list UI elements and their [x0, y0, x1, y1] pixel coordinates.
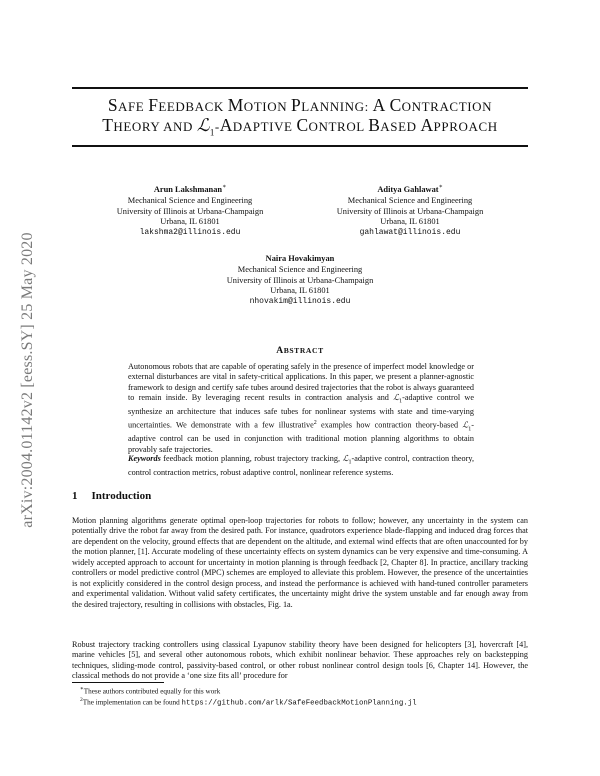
footnote-text: These authors contributed equally for this work: [83, 687, 221, 696]
section-number: 1: [72, 490, 78, 502]
title-smallcaps: -: [214, 119, 220, 134]
author-dept: Mechanical Science and Engineering: [347, 195, 473, 205]
footnote-1: [80, 685, 220, 696]
title-smallcaps: PPROACH: [433, 119, 498, 134]
title-smallcaps: ASED: [380, 119, 421, 134]
l1-symbol: ℒ: [196, 115, 210, 135]
footnote-2: [80, 696, 417, 708]
author-name: Arun Lakshmanan: [153, 185, 223, 194]
title-initial: T: [102, 115, 114, 135]
equal-contribution-mark: ∗: [222, 184, 227, 191]
abstract-text-4: -adaptive control can be used in conjunction with traditional motion planning algorithms to obtain provably safe trajectories.: [128, 420, 474, 454]
title-initial: A: [219, 115, 233, 135]
l1-symbol: ℒ: [393, 393, 400, 403]
title-initial: B: [368, 115, 381, 135]
keywords-label: Keywords: [128, 454, 161, 463]
l1-symbol: ℒ: [462, 420, 469, 430]
footnote-text: The implementation can be found: [82, 698, 182, 707]
paper-title-line-2: [72, 115, 528, 142]
paragraph-1: Motion planning algorithms generate optimal open-loop trajectories for robots to follow; however, any uncertainty in the system can potentially drive the robot far away from the desired path. For instance, quadrotors experience blade-flapping and induced drag forces that are dependent on the velocity, ground effects that are dependent on the altitude, and external wind effects that are often unaccounted for by the motion planner, [1]. Accurate modeling of these uncertainty effects on system dynamics can be very expensive and time-consuming. A widely accepted approach to account for uncertainty in motion planning is through feedback [2, Chapter 8]. In practice, ancillary tracking controllers or model predictive control (MPC) schemes are employed to alleviate this problem. However, the presence of the uncertainties is not explicitly considered in the control design process, and instead the performance is achieved with hand-tuned controller parameters and experimental validation. Without valid safety certificates, the uncertainty might drive the system unstable and far enough away from the desired trajectory, resulting in collisions with obstacles, Fig. 1a.: [72, 516, 528, 609]
title-smallcaps: LANNING:: [301, 99, 373, 114]
abstract-heading: [72, 346, 528, 356]
keywords-text-1: feedback motion planning, robust trajectory tracking,: [160, 454, 343, 463]
author-name: Naira Hovakimyan: [265, 254, 335, 263]
abstract-text-3: examples how contraction theory-based: [316, 420, 463, 430]
l1-subscript: 1: [468, 426, 472, 433]
footnote-ref-2[interactable]: 2: [313, 419, 317, 426]
l1-symbol: ℒ: [342, 454, 349, 463]
keywords: [128, 454, 474, 478]
author-city: Urbana, IL 61801: [270, 286, 330, 296]
footnote-mark: ∗: [80, 686, 84, 692]
author-institution: University of Illinois at Urbana-Champaign: [336, 206, 484, 216]
author-institution: University of Illinois at Urbana-Champaign: [116, 206, 264, 216]
author-institution: University of Illinois at Urbana-Champaign: [226, 275, 374, 285]
title-initial: P: [291, 95, 302, 115]
title-smallcaps: HEORY AND: [113, 119, 197, 134]
l1-subscript: 1: [348, 459, 352, 466]
footnote-rule: [72, 682, 164, 683]
title-top-rule: [72, 87, 528, 89]
title-smallcaps: DAPTIVE: [232, 119, 297, 134]
title-initial: F: [148, 95, 159, 115]
l1-subscript: 1: [399, 398, 403, 405]
title-initial: A: [420, 115, 434, 135]
abstract-body: [128, 362, 474, 455]
keywords-text-2: -adaptive control, contraction theory, control contraction metrics, robust adaptive control, nonlinear reference systems.: [128, 454, 474, 478]
title-initial: S: [107, 95, 118, 115]
author-dept: Mechanical Science and Engineering: [237, 264, 363, 274]
arxiv-stamp-text: arXiv:2004.01142v2 [eess.SY] 25 May 2020: [19, 232, 36, 528]
title-initial: C: [389, 95, 402, 115]
abstract-text-2: -adaptive control we synthesize an architecture that induces safe tubes for nonlinear systems with state and time-varying uncertainties. We demonstrate with a few illustrative: [128, 393, 474, 430]
author-email[interactable]: gahlawat@illinois.edu: [359, 228, 461, 238]
title-initial: A: [372, 95, 386, 115]
author-email[interactable]: lakshma2@illinois.edu: [139, 228, 241, 238]
footnote-mark: 2: [80, 697, 83, 703]
section-heading: [72, 490, 151, 502]
author-block-3: [200, 254, 400, 308]
author-name: Aditya Gahlawat: [377, 185, 439, 194]
paragraph-2: Robust trajectory tracking controllers using classical Lyapunov stability theory have been designed for helicopters [3], hovercraft [4], marine vehicles [5], and several other autonomous robots, which exhibit nonlinear behavior. These approaches rely on backstepping techniques, sliding-mode control, passivity-based control, or other robust nonlinear control design tools [6, Chapter 14]. However, the classical methods do not provide a ‘one size fits all’ procedure for: [72, 640, 528, 681]
equal-contribution-mark: ∗: [438, 184, 443, 191]
author-city: Urbana, IL 61801: [160, 217, 220, 227]
section-title: Introduction: [91, 490, 152, 502]
implementation-link[interactable]: https://github.com/arlk/SafeFeedbackMotionPlanning.jl: [181, 699, 417, 708]
title-smallcaps: OTION: [243, 99, 292, 114]
title-initial: M: [227, 95, 244, 115]
title-smallcaps: AFE: [117, 99, 149, 114]
author-city: Urbana, IL 61801: [380, 217, 440, 227]
title-smallcaps: ONTROL: [308, 119, 369, 134]
title-initial: C: [296, 115, 309, 135]
arxiv-stamp: [8, 200, 48, 560]
author-block-2: [310, 185, 510, 239]
l1-subscript: 1: [209, 127, 215, 138]
paper-title-line-1: [72, 95, 528, 117]
title-bottom-rule: [72, 145, 528, 147]
abstract-heading-initial: A: [276, 346, 284, 356]
author-email[interactable]: nhovakim@illinois.edu: [249, 297, 351, 307]
abstract-text-1: Autonomous robots that are capable of operating safely in the presence of imperfect model knowledge or external disturbances are vital in safety-critical applications. In this paper, we present a planner-agnostic framework to design and certify safe tubes around desired trajectories that the robot is always guaranteed to remain inside. By leveraging recent results in contraction analysis and: [128, 362, 474, 403]
abstract-heading-rest: BSTRACT: [283, 346, 324, 355]
author-dept: Mechanical Science and Engineering: [127, 195, 253, 205]
title-smallcaps: EEDBACK: [158, 99, 228, 114]
title-smallcaps: ONTRACTION: [401, 99, 493, 114]
author-block-1: [90, 185, 290, 239]
